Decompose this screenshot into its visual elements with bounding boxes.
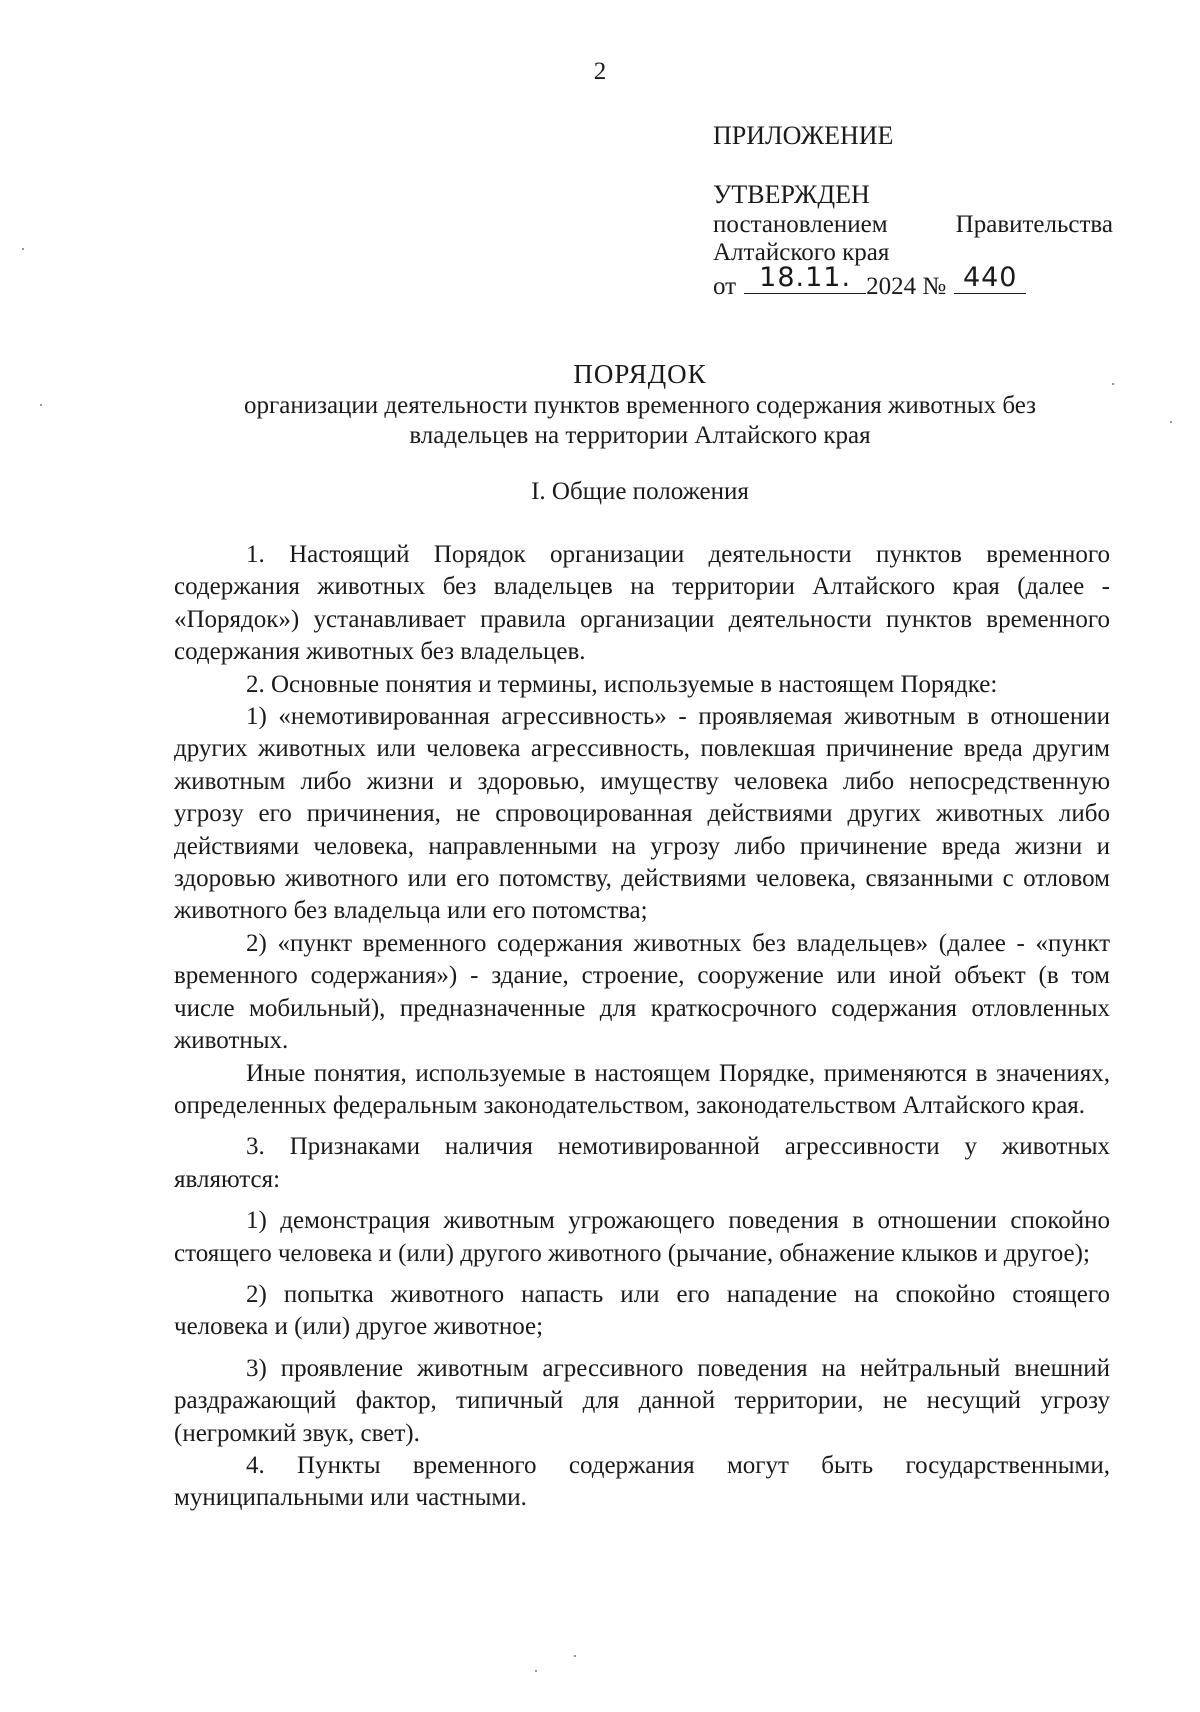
paragraph-3: 3. Признаками наличия немотивированной агрессивности у животных являются: xyxy=(174,1133,1110,1193)
sign-1: 1) демонстрация животным угрожающего поведения в отношении спокойно стоящего человека и (или) другого животного (рычание, обнажение клыков и другое); xyxy=(174,1207,1110,1267)
paragraph-4: 4. Пункты временного содержания могут быть государственными, муниципальными или частными. xyxy=(174,1451,1110,1512)
decree-word: постановлением xyxy=(713,211,888,238)
handwritten-number: 440 xyxy=(962,262,1018,293)
handwritten-date: 18.11. xyxy=(759,262,852,293)
page-number: 2 xyxy=(593,58,607,85)
scan-speck xyxy=(40,404,42,406)
date-fill-line xyxy=(744,262,866,294)
document-title: ПОРЯДОК xyxy=(573,359,707,389)
document-body xyxy=(174,539,1110,1515)
paragraph-1: 1. Настоящий Порядок организации деятельности пунктов временного содержания животных без владельцев на территории Алтайского края (далее - «Порядок») устанавливает правила организации деятельности пунктов временного содержания животных без владельцев. xyxy=(174,541,1110,666)
scan-speck xyxy=(1170,421,1172,423)
scan-speck xyxy=(1112,383,1114,385)
decree-line xyxy=(713,210,1113,239)
document-subtitle: организации деятельности пунктов временного содержания животных без владельцев на территории Алтайского края xyxy=(243,392,1037,449)
section-heading: I. Общие положения xyxy=(531,478,749,505)
definition-1: 1) «немотивированная агрессивность» - проявляемая животным в отношении других животных или человека агрессивность, повлекшая причинение вреда другим животным либо жизни и здоровью, имуществу человека либо непосредственную угрозу его причинения, не спровоцированная действиями других животных либо действиями человека, направленными на угрозу либо причинение вреда жизни и здоровью животного или его потомству, действиями человека, связанными с отловом животного без владельца или его потомства; xyxy=(174,703,1110,925)
other-terms-paragraph: Иные понятия, используемые в настоящем Порядке, применяются в значениях, определенных федеральным законодательством, законодательством Алтайского края. xyxy=(174,1059,1110,1119)
approved-label: УТВЕРЖДЕН xyxy=(713,180,870,209)
scan-speck xyxy=(22,248,24,250)
date-prefix: от xyxy=(713,273,737,300)
scan-speck xyxy=(535,1670,537,1672)
government-word: Правительства xyxy=(955,211,1113,238)
scan-speck xyxy=(574,1655,576,1657)
number-fill-line xyxy=(954,262,1026,294)
region-line: Алтайского края xyxy=(713,239,890,266)
year-number-label: 2024 № xyxy=(866,273,947,300)
paragraph-2: 2. Основные понятия и термины, используемые в настоящем Порядке: xyxy=(246,670,998,698)
definition-2: 2) «пункт временного содержания животных без владельцев» (далее - «пункт временного содержания») - здание, строение, сооружение или иной объект (в том числе мобильный), предназначенные для краткосрочного содержания отловленных животных. xyxy=(174,929,1110,1055)
sign-2: 2) попытка животного напасть или его нападение на спокойно стоящего человека и (или) другое животное; xyxy=(174,1280,1110,1341)
appendix-label: ПРИЛОЖЕНИЕ xyxy=(713,121,894,150)
sign-3: 3) проявление животным агрессивного поведения на нейтральный внешний раздражающий фактор, типичный для данной территории, не несущий угрозу (негромкий звук, свет). xyxy=(174,1354,1110,1447)
date-line xyxy=(713,262,1113,301)
